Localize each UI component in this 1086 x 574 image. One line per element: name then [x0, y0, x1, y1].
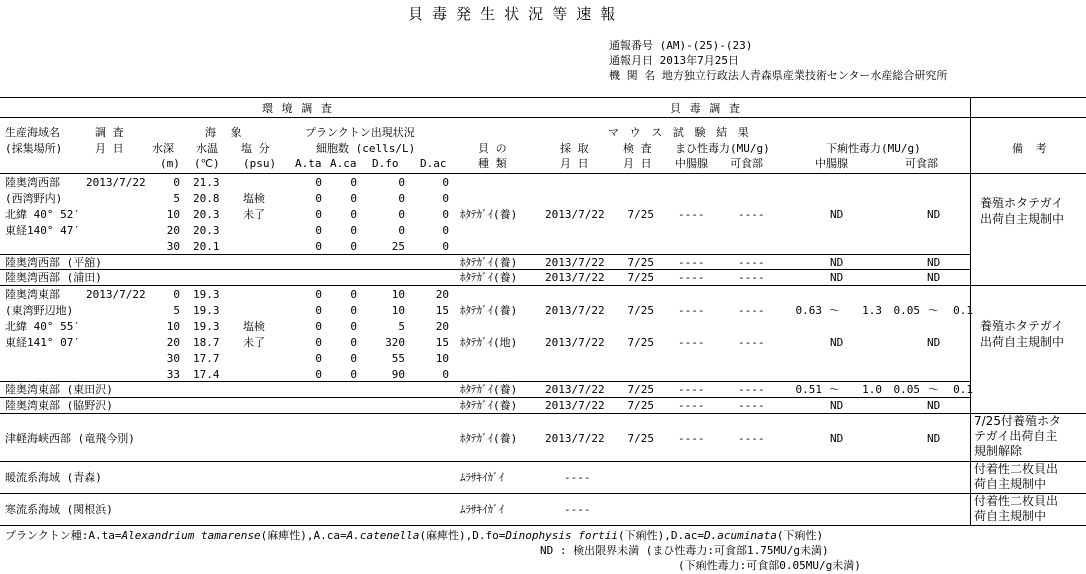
area-site: (西湾野内)	[5, 192, 63, 205]
depth-unit: (m)	[160, 157, 180, 170]
aca-count: 0	[350, 192, 357, 205]
dfo-count: 10	[391, 288, 405, 301]
collect-date: 2013/7/22	[545, 399, 605, 412]
dsp-gut-value: ND	[830, 399, 844, 412]
ata-count: 0	[315, 336, 322, 349]
exam-date: 7/25	[627, 336, 654, 349]
header-bottom-border	[0, 173, 1086, 174]
env-survey-header: 環 境 調 査	[262, 102, 333, 115]
remark-line: 付着性二枚貝出	[974, 494, 1059, 508]
exam-date: 7/25	[627, 208, 654, 221]
salinity-unit: (psu)	[243, 157, 277, 170]
psp-edible-value: ----	[738, 399, 765, 412]
shell-type: ﾎﾀﾃｶﾞｲ(養)	[460, 304, 518, 317]
report-date: 通報月日 2013年7月25日	[609, 54, 739, 67]
row-divider	[0, 493, 1086, 494]
ata-count: 0	[315, 304, 322, 317]
psp-edible-value: ----	[738, 256, 765, 269]
report-title: 貝 毒 発 生 状 況 等 速 報	[408, 5, 616, 23]
remark-line: 出荷自主規制中	[980, 212, 1065, 226]
collect-date: 2013/7/22	[545, 383, 605, 396]
dsp-gut-value: ND	[830, 208, 844, 221]
area-sub-header: (採集場所)	[5, 142, 63, 155]
area-site: (東湾野辺地)	[5, 304, 74, 317]
temp-value: 20.3	[193, 224, 220, 237]
dsp-edible-min: 0.05	[893, 383, 920, 396]
dsp-edible-value: ND	[927, 432, 941, 445]
area-name: 陸奥湾東部 (脇野沢)	[5, 399, 113, 412]
ata-count: 0	[315, 192, 322, 205]
temp-value: 20.3	[193, 208, 220, 221]
collect-date-header: 月 日	[560, 157, 589, 170]
psp-gut-value: ----	[678, 271, 705, 284]
dsp-edible-min: 0.05	[893, 304, 920, 317]
aca-count: 0	[350, 368, 357, 381]
dfo-count: 320	[385, 336, 405, 349]
collect-date: ----	[564, 471, 591, 484]
area-name: 陸奥湾西部 (浦田)	[5, 271, 102, 284]
collect-date: 2013/7/22	[545, 256, 605, 269]
remark-line: 付着性二枚貝出	[974, 462, 1059, 476]
aca-count: 0	[350, 240, 357, 253]
dsp-edible-max: 0.1	[953, 383, 973, 396]
dac-count: 0	[442, 368, 449, 381]
report-organization: 機 関 名 地方独立行政法人青森県産業技術センター水産総合研究所	[609, 69, 948, 82]
area-name: 津軽海峡西部 (竜飛今別)	[5, 432, 135, 445]
psp-edible-value: ----	[738, 304, 765, 317]
salinity-header: 塩 分	[241, 142, 270, 155]
shell-type: ﾎﾀﾃｶﾞｲ(養)	[460, 208, 518, 221]
ata-count: 0	[315, 320, 322, 333]
exam-date: 7/25	[627, 432, 654, 445]
ata-count: 0	[315, 176, 322, 189]
dac-count: 15	[435, 336, 449, 349]
psp-edible-value: ----	[738, 383, 765, 396]
dac-count: 0	[442, 224, 449, 237]
dac-count: 0	[442, 240, 449, 253]
temp-value: 19.3	[193, 320, 220, 333]
area-latitude: 北緯 40° 55′	[5, 320, 80, 333]
depth-value: 30	[166, 240, 180, 253]
area-header: 生産海域名	[5, 126, 60, 139]
dac-count: 0	[442, 176, 449, 189]
psp-edible-value: ----	[738, 336, 765, 349]
shell-type: ﾑﾗｻｷｲｶﾞｲ	[460, 503, 504, 516]
dsp-edible-tilde: ～	[928, 304, 939, 317]
aca-count: 0	[350, 352, 357, 365]
dsp-edible-value: ND	[927, 208, 941, 221]
cell-count-header: 細胞数 (cells/L)	[316, 142, 416, 155]
remark-line: テガイ出荷自主	[974, 429, 1058, 443]
exam-date-header: 月 日	[623, 157, 652, 170]
collect-date: ----	[564, 503, 591, 516]
survey-date: 2013/7/22	[86, 176, 146, 189]
dsp-edible-max: 0.1	[953, 304, 973, 317]
dsp-gut-header: 中腸腺	[815, 157, 848, 170]
dsp-gut-value: ND	[830, 336, 844, 349]
exam-date: 7/25	[627, 383, 654, 396]
dfo-count: 90	[391, 368, 405, 381]
dac-count: 0	[442, 192, 449, 205]
aca-header: A.ca	[330, 157, 357, 170]
temp-value: 20.1	[193, 240, 220, 253]
dsp-edible-tilde: ～	[928, 383, 939, 396]
dsp-gut-value: ND	[830, 271, 844, 284]
dfo-count: 0	[398, 224, 405, 237]
exam-date: 7/25	[627, 256, 654, 269]
ata-count: 0	[315, 352, 322, 365]
temp-value: 21.3	[193, 176, 220, 189]
psp-gut-value: ----	[678, 383, 705, 396]
remarks-header: 備 考	[1012, 142, 1050, 155]
shell-type: ﾎﾀﾃｶﾞｲ(養)	[460, 271, 518, 284]
shell-header: 貝 の	[478, 142, 507, 155]
depth-value: 20	[166, 336, 180, 349]
remark-line: 出荷自主規制中	[980, 335, 1065, 349]
depth-value: 5	[173, 304, 180, 317]
plankton-species-legend: プランクトン種:A.ta=Alexandrium tamarense(麻痺性),A.ca=A.catenella(麻痺性),D.fo=Dinophysis fortii(下痢性),D.ac=D.acuminata(下痢性)	[5, 529, 824, 542]
dsp-edible-header: 可食部	[905, 157, 938, 170]
collect-date: 2013/7/22	[545, 336, 605, 349]
shell-type: ﾎﾀﾃｶﾞｲ(養)	[460, 432, 518, 445]
ata-count: 0	[315, 224, 322, 237]
area-name: 寒流系海域 (関根浜)	[5, 503, 113, 516]
depth-value: 30	[166, 352, 180, 365]
remark-line: 養殖ホタテガイ	[980, 319, 1064, 333]
area-name: 陸奥湾西部 (平舘)	[5, 256, 102, 269]
dsp-header: 下痢性毒力(MU/g)	[826, 142, 921, 155]
collect-date: 2013/7/22	[545, 432, 605, 445]
shell-type: ﾎﾀﾃｶﾞｲ(養)	[460, 399, 518, 412]
survey-date-header: 月 日	[95, 142, 124, 155]
shell-type: ﾎﾀﾃｶﾞｲ(地)	[460, 336, 518, 349]
temp-value: 17.7	[193, 352, 220, 365]
salinity-value: 未了	[243, 208, 265, 221]
depth-header: 水深	[152, 142, 174, 155]
dfo-count: 0	[398, 192, 405, 205]
area-longitude: 東経140° 47′	[5, 224, 80, 237]
psp-gut-value: ----	[678, 432, 705, 445]
dsp-edible-value: ND	[927, 271, 941, 284]
psp-edible-value: ----	[738, 432, 765, 445]
exam-date: 7/25	[627, 399, 654, 412]
psp-header: まひ性毒力(MU/g)	[675, 142, 770, 155]
dac-count: 15	[435, 304, 449, 317]
toxin-survey-header: 貝 毒 調 査	[670, 102, 741, 115]
aca-count: 0	[350, 224, 357, 237]
sea-header: 海 象	[205, 126, 246, 139]
area-name: 陸奥湾東部	[5, 288, 60, 301]
table-top-border	[0, 97, 1086, 98]
dfo-count: 25	[391, 240, 405, 253]
survey-header: 調 査	[95, 126, 124, 139]
psp-edible-header: 可食部	[730, 157, 763, 170]
dac-count: 10	[435, 352, 449, 365]
shell-type: ﾎﾀﾃｶﾞｲ(養)	[460, 383, 518, 396]
depth-value: 0	[173, 288, 180, 301]
dsp-gut-min: 0.51	[795, 383, 822, 396]
psp-gut-value: ----	[678, 336, 705, 349]
dfo-count: 5	[398, 320, 405, 333]
salinity-value: 塩検	[243, 192, 265, 205]
report-number: 通報番号 (AM)-(25)-(23)	[609, 39, 753, 52]
row-divider	[0, 461, 1086, 462]
area-name: 陸奥湾西部	[5, 176, 60, 189]
collect-date: 2013/7/22	[545, 271, 605, 284]
collect-date: 2013/7/22	[545, 208, 605, 221]
depth-value: 5	[173, 192, 180, 205]
row-divider	[0, 285, 1086, 286]
remark-line: 養殖ホタテガイ	[980, 196, 1064, 210]
psp-gut-header: 中腸腺	[675, 157, 708, 170]
salinity-value: 未了	[243, 336, 265, 349]
ata-count: 0	[315, 240, 322, 253]
temp-unit: (℃)	[194, 157, 220, 170]
dsp-gut-value: ND	[830, 432, 844, 445]
dsp-gut-value: ND	[830, 256, 844, 269]
ata-count: 0	[315, 208, 322, 221]
dsp-gut-max: 1.3	[862, 304, 882, 317]
psp-gut-value: ----	[678, 208, 705, 221]
temp-value: 19.3	[193, 304, 220, 317]
exam-header: 検 査	[623, 142, 652, 155]
area-longitude: 東経141° 07′	[5, 336, 80, 349]
aca-count: 0	[350, 304, 357, 317]
dfo-count: 55	[391, 352, 405, 365]
collect-date: 2013/7/22	[545, 304, 605, 317]
nd-note-line2: (下痢性毒力:可食部0.05MU/g未満)	[678, 559, 861, 572]
shell-type: ﾎﾀﾃｶﾞｲ(養)	[460, 256, 518, 269]
area-name: 陸奥湾東部 (東田沢)	[5, 383, 113, 396]
ata-count: 0	[315, 288, 322, 301]
dsp-edible-value: ND	[927, 399, 941, 412]
ata-header: A.ta	[295, 157, 322, 170]
row-divider	[0, 254, 970, 255]
dsp-gut-tilde: ～	[829, 304, 840, 317]
row-divider	[0, 269, 970, 270]
exam-date: 7/25	[627, 271, 654, 284]
area-name: 暖流系海域 (青森)	[5, 471, 102, 484]
area-latitude: 北緯 40° 52′	[5, 208, 80, 221]
depth-value: 0	[173, 176, 180, 189]
dsp-edible-value: ND	[927, 256, 941, 269]
dac-count: 20	[435, 288, 449, 301]
temp-value: 17.4	[193, 368, 220, 381]
temp-value: 19.3	[193, 288, 220, 301]
dfo-header: D.fo	[372, 157, 399, 170]
psp-gut-value: ----	[678, 304, 705, 317]
dac-count: 20	[435, 320, 449, 333]
depth-value: 10	[166, 208, 180, 221]
shell-sub-header: 種 類	[478, 157, 507, 170]
row-divider	[0, 413, 1086, 414]
salinity-value: 塩検	[243, 320, 265, 333]
dsp-gut-tilde: ～	[829, 383, 840, 396]
remark-line: 荷自主規制中	[974, 477, 1047, 491]
dac-count: 0	[442, 208, 449, 221]
row-divider	[0, 397, 970, 398]
dsp-gut-max: 1.0	[862, 383, 882, 396]
psp-gut-value: ----	[678, 399, 705, 412]
depth-value: 33	[166, 368, 180, 381]
depth-value: 10	[166, 320, 180, 333]
aca-count: 0	[350, 288, 357, 301]
collect-header: 採 取	[560, 142, 589, 155]
dsp-edible-value: ND	[927, 336, 941, 349]
exam-date: 7/25	[627, 304, 654, 317]
remark-line: 7/25付養殖ホタ	[974, 414, 1061, 428]
temp-value: 18.7	[193, 336, 220, 349]
header-divider	[0, 117, 1086, 118]
aca-count: 0	[350, 336, 357, 349]
ata-count: 0	[315, 368, 322, 381]
shell-type: ﾑﾗｻｷｲｶﾞｲ	[460, 471, 504, 484]
psp-edible-value: ----	[738, 208, 765, 221]
dfo-count: 10	[391, 304, 405, 317]
dac-header: D.ac	[420, 157, 447, 170]
remark-line: 規制解除	[974, 444, 1023, 458]
survey-date: 2013/7/22	[86, 288, 146, 301]
depth-value: 20	[166, 224, 180, 237]
remark-line: 荷自主規制中	[974, 509, 1047, 523]
temp-value: 20.8	[193, 192, 220, 205]
plankton-header: プランクトン出現状況	[305, 126, 415, 139]
psp-edible-value: ----	[738, 271, 765, 284]
temp-header: 水温	[196, 142, 218, 155]
psp-gut-value: ----	[678, 256, 705, 269]
row-divider	[0, 381, 970, 382]
dsp-gut-min: 0.63	[795, 304, 822, 317]
nd-note-line1: ND : 検出限界未満 (まひ性毒力:可食部1.75MU/g未満)	[540, 544, 829, 557]
aca-count: 0	[350, 320, 357, 333]
aca-count: 0	[350, 208, 357, 221]
mouse-test-header: マ ウ ス 試 験 結 果	[608, 126, 751, 139]
table-bottom-border	[0, 525, 1086, 526]
dfo-count: 0	[398, 176, 405, 189]
aca-count: 0	[350, 176, 357, 189]
dfo-count: 0	[398, 208, 405, 221]
